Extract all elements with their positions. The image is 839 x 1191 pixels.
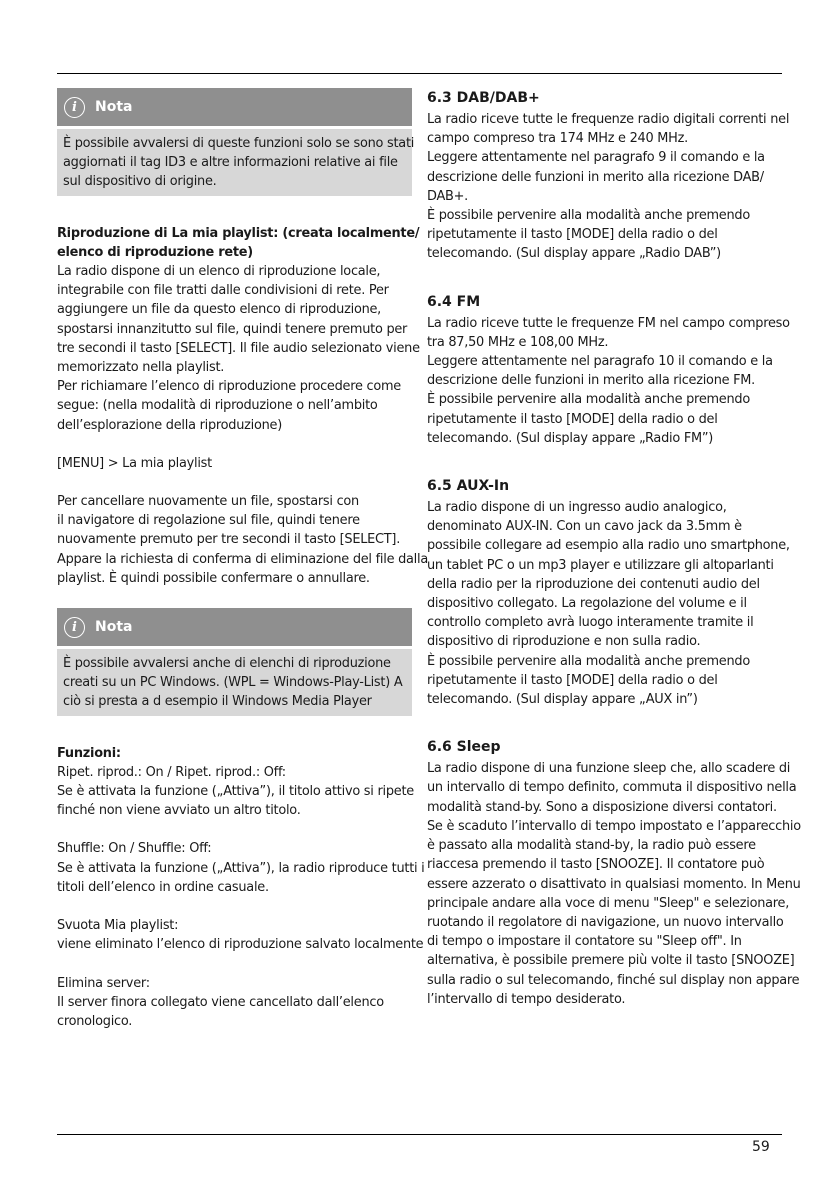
paragraph-line: La radio riceve tutte le frequenze radio digitali correnti nel (427, 112, 790, 127)
note-line: È possibile avvalersi anche di elenchi di riproduzione (63, 656, 391, 672)
paragraph-line: Se è scaduto l’intervallo di tempo impostato e l’apparecchio (427, 818, 801, 834)
playlist-heading: elenco di riproduzione rete) (57, 244, 253, 260)
paragraph-line: il navigatore di regolazione sul file, quindi tenere (57, 513, 360, 529)
paragraph-line: Per richiamare l’elenco di riproduzione procedere come (57, 379, 401, 395)
info-icon: i (64, 97, 85, 118)
paragraph-line: Il server finora collegato viene cancellato dall’elenco (57, 994, 384, 1010)
paragraph-line: Leggere attentamente nel paragrafo 9 il comando e la (427, 150, 765, 166)
note-line: aggiornati il tag ID3 e altre informazioni relative ai file (63, 155, 398, 171)
paragraph-line: nuovamente premuto per tre secondi il tasto [SELECT]. (57, 532, 401, 548)
paragraph-line: ripetutamente il tasto [MODE] della radio o del (427, 672, 718, 688)
paragraph-line: denominato AUX-IN. Con un cavo jack da 3.5mm è (427, 519, 742, 535)
paragraph-line: Shuffle: On / Shuffle: Off: (57, 841, 212, 857)
paragraph-line: di tempo o impostare il contatore su "Sleep off". In (427, 934, 742, 950)
paragraph-line: integrabile con file tratti dalle condivisioni di rete. Per (57, 283, 389, 299)
paragraph-line: segue: (nella modalità di riproduzione o nell’ambito (57, 398, 378, 414)
paragraph-line: cronologico. (57, 1013, 133, 1029)
paragraph-line: memorizzato nella playlist. (57, 360, 225, 376)
paragraph-line: La radio dispone di un elenco di riproduzione locale, (57, 264, 381, 280)
paragraph-line: dispositivo collegato. La regolazione del volume e il (427, 596, 747, 612)
paragraph-line: Se è attivata la funzione („Attiva”), la radio riproduce tutti i (57, 860, 425, 876)
paragraph-line: playlist. È quindi possibile confermare o annullare. (57, 570, 370, 586)
section-dab (427, 88, 790, 264)
header-rule (57, 73, 782, 74)
section-title: 6.3 DAB/DAB+ (427, 90, 540, 106)
paragraph-line: telecomando. (Sul display appare „Radio FM”) (427, 430, 714, 446)
playlist-section (57, 224, 428, 588)
paragraph-line: descrizione delle funzioni in merito alla ricezione FM. (427, 373, 756, 389)
paragraph-line: campo compreso tra 174 MHz e 240 MHz. (427, 131, 688, 147)
section-aux (427, 476, 790, 709)
paragraph-line: controllo completo avrà luogo interamente tramite il (427, 615, 754, 631)
note-line: È possibile avvalersi di queste funzioni solo se sono stati (63, 136, 415, 151)
paragraph-line: tre secondi il tasto [SELECT]. Il file audio selezionato viene (57, 340, 420, 356)
paragraph-line: telecomando. (Sul display appare „AUX in”) (427, 692, 698, 708)
section-title: 6.4 FM (427, 293, 481, 310)
paragraph-line: La radio riceve tutte le frequenze FM nel campo compreso (427, 315, 790, 331)
paragraph-line: spostarsi innanzitutto sul file, quindi tenere premuto per (57, 321, 408, 337)
paragraph-line: È possibile pervenire alla modalità anche premendo (427, 208, 750, 224)
note-header (57, 88, 412, 126)
paragraph-line: ripetutamente il tasto [MODE] della radio o del (427, 411, 718, 427)
paragraph-line: principale andare alla voce di menu "Sleep" e selezionare, (427, 895, 790, 911)
funzioni-section (57, 744, 425, 1031)
paragraph-line: È possibile pervenire alla modalità anche premendo (427, 653, 750, 669)
paragraph-line: un intervallo di tempo definito, commuta il dispositivo nella (427, 780, 797, 796)
paragraph-line: La radio dispone di una funzione sleep che, allo scadere di (427, 761, 791, 777)
paragraph-line: dell’esplorazione della riproduzione) (57, 417, 283, 433)
note-box-wpl (57, 608, 412, 716)
info-icon: i (64, 617, 85, 638)
note-title: Nota (95, 99, 133, 115)
paragraph-line: È possibile pervenire alla modalità anche premendo (427, 392, 750, 408)
paragraph-line: Per cancellare nuovamente un file, spostarsi con (57, 494, 359, 510)
paragraph-line: tra 87,50 MHz e 108,00 MHz. (427, 334, 609, 350)
paragraph-line: l’intervallo di tempo desiderato. (427, 991, 626, 1007)
paragraph-line: alternativa, è possibile premere più volte il tasto [SNOOZE] (427, 953, 795, 969)
section-fm (427, 292, 790, 448)
paragraph-line: riaccesa premendo il tasto [SNOOZE]. Il contatore può (427, 857, 765, 873)
note-body (57, 129, 415, 196)
paragraph-line: aggiungere un file da questo elenco di riproduzione, (57, 302, 382, 318)
note-line: sul dispositivo di origine. (63, 174, 217, 190)
paragraph-line: titoli dell’elenco in ordine casuale. (57, 879, 269, 895)
paragraph-line: possibile collegare ad esempio alla radio uno smartphone, (427, 538, 790, 554)
funzioni-heading: Funzioni: (57, 745, 121, 761)
paragraph-line: descrizione delle funzioni in merito alla ricezione DAB/ (427, 169, 764, 185)
paragraph-line: Leggere attentamente nel paragrafo 10 il comando e la (427, 354, 773, 370)
note-title: Nota (95, 619, 133, 636)
playlist-heading: Riproduzione di La mia playlist: (creata localmente/ (57, 225, 420, 241)
paragraph-line: Appare la richiesta di conferma di eliminazione del file dalla (57, 551, 428, 567)
paragraph-line: Se è attivata la funzione („Attiva”), il titolo attivo si ripete (57, 784, 414, 800)
paragraph-line: Ripet. riprod.: On / Ripet. riprod.: Off: (57, 764, 286, 780)
paragraph-line: Svuota Mia playlist: (57, 918, 179, 934)
note-line: ciò si presta a d esempio il Windows Media Player (63, 694, 372, 710)
note-header (57, 608, 412, 646)
paragraph-line: ripetutamente il tasto [MODE] della radio o del (427, 227, 718, 243)
paragraph-line: è passato alla modalità stand-by, la radio può essere (427, 838, 756, 854)
paragraph-line: La radio dispone di un ingresso audio analogico, (427, 500, 727, 516)
footer-rule (57, 1134, 782, 1135)
page-number: 59 (752, 1139, 770, 1155)
paragraph-line: finché non viene avviato un altro titolo. (57, 803, 301, 819)
paragraph-line: dispositivo di riproduzione e non sulla radio. (427, 634, 701, 650)
paragraph-line: modalità stand-by. Sono a disposizione diversi contatori. (427, 799, 777, 815)
paragraph-line: sulla radio o sul telecomando, finché sul display non appare (427, 972, 800, 988)
note-box-id3 (57, 88, 415, 196)
section-title: 6.5 AUX-In (427, 478, 510, 495)
paragraph-line: viene eliminato l’elenco di riproduzione salvato localmente (57, 937, 424, 953)
paragraph-line: della radio per la riproduzione dei contenuti audio del (427, 576, 760, 592)
paragraph-line: telecomando. (Sul display appare „Radio DAB”) (427, 246, 721, 262)
right-column (427, 88, 801, 1009)
paragraph-line: Elimina server: (57, 975, 150, 991)
paragraph-line: un tablet PC o un mp3 player e utilizzare gli altoparlanti (427, 557, 774, 573)
menu-path: [MENU] > La mia playlist (57, 455, 212, 471)
paragraph-line: DAB+. (427, 188, 469, 204)
section-title: 6.6 Sleep (427, 739, 501, 756)
left-column (57, 88, 428, 1031)
note-line: creati su un PC Windows. (WPL = Windows-Play-List) A (63, 675, 403, 691)
paragraph-line: ruotando il regolatore di navigazione, un nuovo intervallo (427, 914, 784, 930)
paragraph-line: essere azzerato o disattivato in qualsiasi momento. In Menu (427, 876, 801, 892)
section-sleep (427, 737, 801, 1009)
note-body (57, 649, 412, 716)
